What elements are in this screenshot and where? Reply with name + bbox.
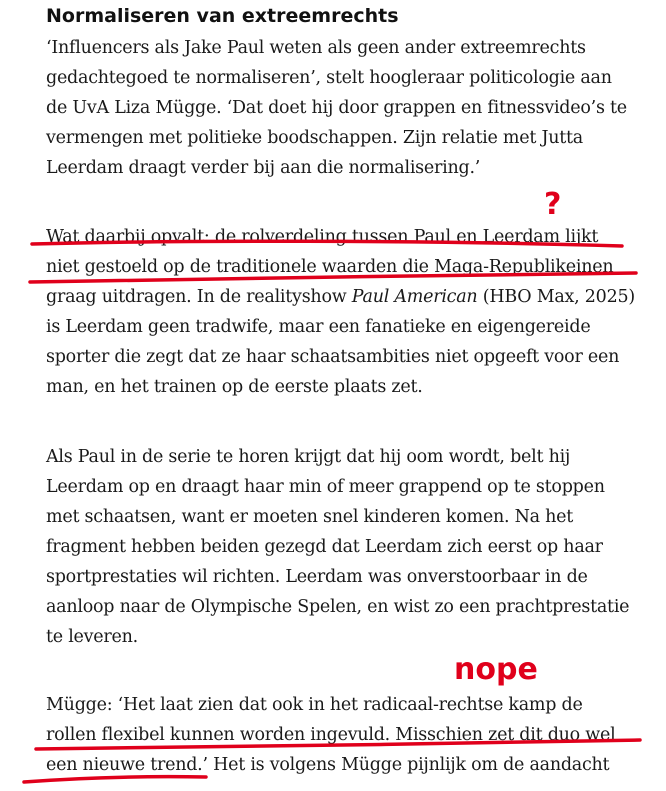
paragraph-2	[46, 222, 652, 402]
text-line: de UvA Liza Mügge. ‘Dat doet hij door grappen en fitnessvideo’s te	[46, 98, 627, 118]
text-line: Leerdam op en draagt haar min of meer grappend op te stoppen	[46, 477, 605, 497]
text-segment: (HBO Max, 2025)	[477, 287, 635, 307]
text-line: fragment hebben beiden gezegd dat Leerdam zich eerst op haar	[46, 537, 603, 557]
text-line: rollen flexibel kunnen worden ingevuld. Misschien zet dit duo wel	[46, 725, 616, 745]
text-line: is Leerdam geen tradwife, maar een fanatieke en eigengereide	[46, 317, 591, 337]
text-line: met schaatsen, want er moeten snel kinderen komen. Na het	[46, 507, 574, 527]
text-line: Wat daarbij opvalt: de rolverdeling tussen Paul en Leerdam lijkt	[46, 227, 599, 247]
text-line: Als Paul in de serie te horen krijgt dat hij oom wordt, belt hij	[46, 447, 571, 467]
text-line: ‘Influencers als Jake Paul weten als geen ander extreemrechts	[46, 38, 586, 58]
text-line: aanloop naar de Olympische Spelen, en wist zo een prachtprestatie	[46, 597, 630, 617]
show-title: Paul American	[351, 287, 478, 307]
text-segment: graag uitdragen. In de realityshow	[46, 287, 352, 307]
section-heading: Normaliseren van extreemrechts	[46, 5, 399, 27]
text-line: vermengen met politieke boodschappen. Zijn relatie met Jutta	[46, 128, 583, 148]
text-line: te leveren.	[46, 627, 138, 647]
text-line: man, en het trainen op de eerste plaats zet.	[46, 377, 423, 397]
paragraph-1	[46, 33, 652, 183]
question-mark-annotation: ?	[544, 187, 562, 222]
nope-annotation: nope	[454, 652, 538, 687]
text-line: gedachtegoed te normaliseren’, stelt hoogleraar politicologie aan	[46, 68, 612, 88]
text-line: een nieuwe trend.’ Het is volgens Mügge pijnlijk om de aandacht	[46, 755, 610, 775]
text-line	[46, 282, 652, 312]
text-line: Leerdam draagt verder bij aan die normalisering.’	[46, 158, 481, 178]
paragraph-4	[46, 690, 652, 780]
text-line: Mügge: ‘Het laat zien dat ook in het radicaal-rechtse kamp de	[46, 695, 583, 715]
text-line: sportprestaties wil richten. Leerdam was onverstoorbaar in de	[46, 567, 588, 587]
paragraph-3	[46, 442, 652, 652]
text-line: niet gestoeld op de traditionele waarden die Maga-Republikeinen	[46, 257, 614, 277]
text-line: sporter die zegt dat ze haar schaatsambities niet opgeeft voor een	[46, 347, 620, 367]
